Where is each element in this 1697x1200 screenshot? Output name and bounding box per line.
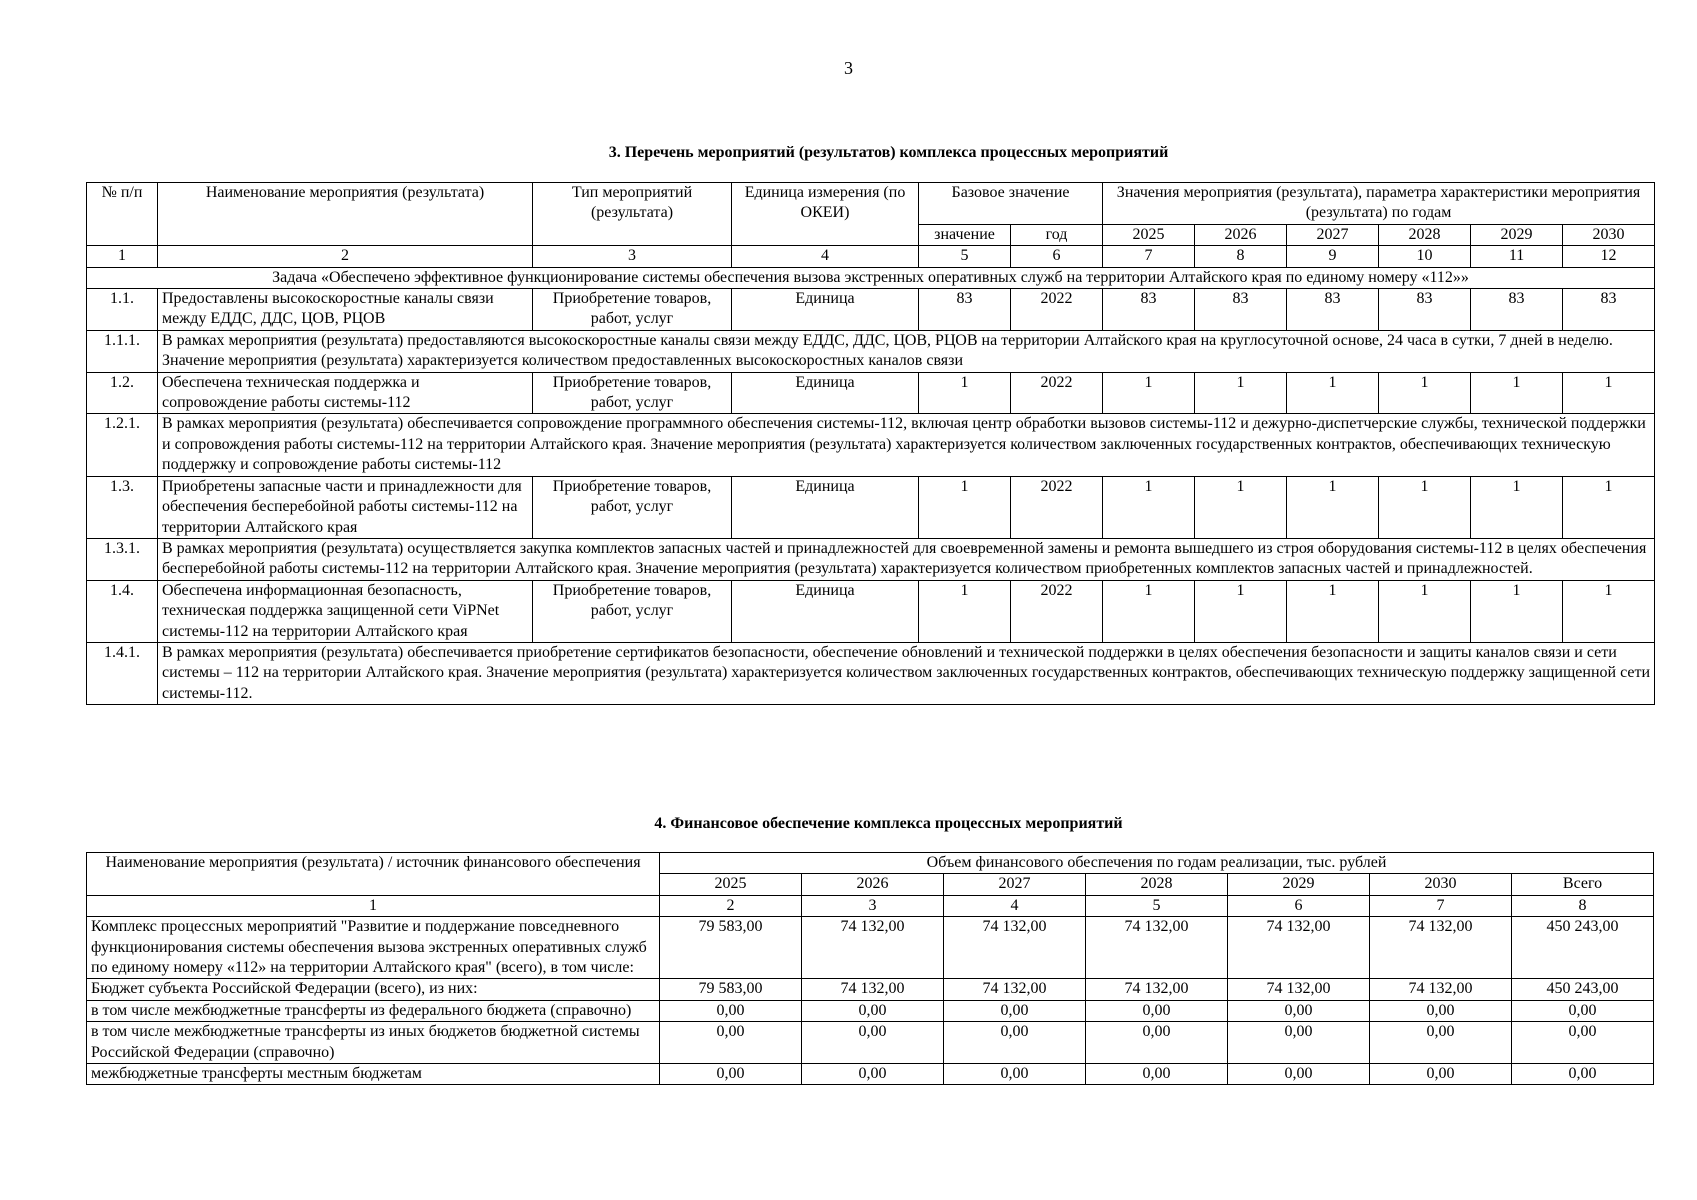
column-numbers-row [87,895,1654,916]
financing-year-value: 79 583,00 [660,979,802,1000]
header-year: 2027 [944,874,1086,895]
financing-year-value: 74 132,00 [944,979,1086,1000]
item-year-value: 83 [1471,289,1563,331]
item-year-value: 1 [1379,476,1471,538]
financing-year-value: 0,00 [1086,1000,1228,1021]
item-name: Предоставлены высокоскоростные каналы связи между ЕДДС, ДДС, ЦОВ, РЦОВ [158,289,533,331]
item-year-value: 83 [1195,289,1287,331]
financing-source: в том числе межбюджетные трансферты из иных бюджетов бюджетной системы Российской Федерации (справочно) [87,1022,660,1064]
item-year-value: 83 [1379,289,1471,331]
item-name: Обеспечена техническая поддержка и сопровождение работы системы-112 [158,372,533,414]
column-number: 12 [1563,246,1655,267]
financing-year-value: 0,00 [1228,1022,1370,1064]
item-year-value: 1 [1379,580,1471,642]
financing-year-value: 74 132,00 [1228,917,1370,979]
column-numbers-row [87,246,1655,267]
financing-total: 0,00 [1512,1000,1654,1021]
column-number: 7 [1103,246,1195,267]
column-number: 10 [1379,246,1471,267]
item-description: В рамках мероприятия (результата) обеспечивается сопровождение программного обеспечения системы-112, включая центр обработки вызовов системы-112 и дежурно-диспетчерские службы, технической поддержки и сопровождения работы системы-112 на территории Алтайского края. Значение мероприятия (результата) характеризуется количеством заключенных государственных контрактов, обеспечивающих техническую поддержку и сопровождение работы системы-112 [158,414,1655,476]
header-base-value: значение [919,224,1011,245]
item-description: В рамках мероприятия (результата) осуществляется закупка комплектов запасных частей и принадлежностей для своевременной замены и ремонта вышедшего из строя оборудования системы-112 в целях обеспечения бесперебойной работы системы-112 на территории Алтайского края. Значение мероприятия (результата) характеризуется количеством приобретенных комплектов запасных частей и принадлежностей. [158,538,1655,580]
header-volume: Объем финансового обеспечения по годам реализации, тыс. рублей [660,853,1654,874]
item-year-value: 1 [1103,372,1195,414]
header-year: 2025 [1103,224,1195,245]
financing-year-value: 74 132,00 [944,917,1086,979]
item-year-value: 83 [1563,289,1655,331]
item-year-value: 1 [1379,372,1471,414]
header-year: 2028 [1086,874,1228,895]
item-year-value: 1 [1563,580,1655,642]
item-year-value: 1 [1563,372,1655,414]
item-type: Приобретение товаров, работ, услуг [533,476,732,538]
table-row [87,1022,1654,1064]
table-header-row [87,853,1654,874]
financing-source: в том числе межбюджетные трансферты из федерального бюджета (справочно) [87,1000,660,1021]
financing-total: 0,00 [1512,1022,1654,1064]
item-year-value: 1 [1471,476,1563,538]
item-year-value: 83 [1287,289,1379,331]
item-description: В рамках мероприятия (результата) предоставляются высокоскоростные каналы связи между ЕДДС, ДДС, ЦОВ, РЦОВ на территории Алтайского края на круглосуточной основе, 24 часа в сутки, 7 дней в неделю. Значение мероприятия (результата) характеризуется количеством предоставленных высокоскоростных каналов связи [158,330,1655,372]
column-number: 5 [1086,895,1228,916]
description-row [87,538,1655,580]
item-number: 1.4. [87,580,158,642]
table-row [87,917,1654,979]
item-base-year: 2022 [1011,372,1103,414]
item-base-value: 83 [919,289,1011,331]
item-sub-number: 1.1.1. [87,330,158,372]
task-text: Задача «Обеспечено эффективное функционирование системы обеспечения вызова экстренных оперативных служб на территории Алтайского края по единому номеру «112»» [87,267,1655,288]
item-unit: Единица [732,580,919,642]
financing-year-value: 74 132,00 [1370,979,1512,1000]
item-year-value: 1 [1287,580,1379,642]
item-year-value: 1 [1287,476,1379,538]
item-year-value: 1 [1287,372,1379,414]
header-year: 2027 [1287,224,1379,245]
financing-year-value: 74 132,00 [1086,979,1228,1000]
activities-table [86,182,1655,705]
financing-year-value: 74 132,00 [802,917,944,979]
item-name: Приобретены запасные части и принадлежности для обеспечения бесперебойной работы системы-112 на территории Алтайского края [158,476,533,538]
column-number: 9 [1287,246,1379,267]
page-number: 3 [844,58,853,78]
table-row [87,1064,1654,1085]
item-sub-number: 1.4.1. [87,642,158,704]
item-unit: Единица [732,372,919,414]
financing-year-value: 79 583,00 [660,917,802,979]
financing-year-value: 0,00 [1086,1022,1228,1064]
header-year: 2028 [1379,224,1471,245]
description-row [87,642,1655,704]
header-year: 2030 [1563,224,1655,245]
column-number: 11 [1471,246,1563,267]
financing-year-value: 0,00 [802,1000,944,1021]
column-number: 8 [1195,246,1287,267]
item-unit: Единица [732,289,919,331]
financing-year-value: 0,00 [660,1022,802,1064]
table-row [87,289,1655,331]
item-name: Обеспечена информационная безопасность, техническая поддержка защищенной сети ViPNet системы-112 на территории Алтайского края [158,580,533,642]
table-row [87,979,1654,1000]
item-base-year: 2022 [1011,580,1103,642]
financing-source: Бюджет субъекта Российской Федерации (всего), из них: [87,979,660,1000]
financing-year-value: 0,00 [1228,1000,1370,1021]
financing-year-value: 0,00 [1370,1000,1512,1021]
item-year-value: 1 [1103,580,1195,642]
item-base-year: 2022 [1011,289,1103,331]
header-base: Базовое значение [919,183,1103,225]
column-number: 6 [1011,246,1103,267]
item-year-value: 83 [1103,289,1195,331]
item-year-value: 1 [1563,476,1655,538]
financing-year-value: 0,00 [802,1064,944,1085]
header-year: 2026 [1195,224,1287,245]
item-year-value: 1 [1195,372,1287,414]
item-base-year: 2022 [1011,476,1103,538]
financing-year-value: 0,00 [660,1000,802,1021]
item-sub-number: 1.3.1. [87,538,158,580]
column-number: 8 [1512,895,1654,916]
financing-total: 450 243,00 [1512,979,1654,1000]
description-row [87,330,1655,372]
column-number: 4 [732,246,919,267]
financing-year-value: 0,00 [944,1022,1086,1064]
item-unit: Единица [732,476,919,538]
column-number: 6 [1228,895,1370,916]
column-number: 1 [87,246,158,267]
financing-year-value: 0,00 [1086,1064,1228,1085]
item-year-value: 1 [1471,372,1563,414]
header-type: Тип мероприятий (результата) [533,183,732,246]
column-number: 3 [533,246,732,267]
item-year-value: 1 [1471,580,1563,642]
financing-source: Комплекс процессных мероприятий "Развитие и поддержание повседневного функционирования системы обеспечения вызова экстренных оперативных служб по единому номеру «112» на территории Алтайского края" (всего), в том числе: [87,917,660,979]
financing-year-value: 74 132,00 [1086,917,1228,979]
column-number: 4 [944,895,1086,916]
financing-year-value: 0,00 [1228,1064,1370,1085]
financing-year-value: 0,00 [1370,1064,1512,1085]
item-sub-number: 1.2.1. [87,414,158,476]
header-total: Всего [1512,874,1654,895]
financing-year-value: 0,00 [944,1000,1086,1021]
financing-year-value: 74 132,00 [802,979,944,1000]
financing-year-value: 0,00 [802,1022,944,1064]
header-year: 2029 [1471,224,1563,245]
header-year: 2030 [1370,874,1512,895]
financing-year-value: 74 132,00 [1228,979,1370,1000]
table-row [87,1000,1654,1021]
financing-source: межбюджетные трансферты местным бюджетам [87,1064,660,1085]
item-number: 1.2. [87,372,158,414]
item-number: 1.1. [87,289,158,331]
column-number: 2 [158,246,533,267]
header-values: Значения мероприятия (результата), параметра характеристики мероприятия (результата) по годам [1103,183,1655,225]
description-row [87,414,1655,476]
item-type: Приобретение товаров, работ, услуг [533,372,732,414]
table-row [87,476,1655,538]
financing-year-value: 0,00 [944,1064,1086,1085]
item-type: Приобретение товаров, работ, услуг [533,580,732,642]
item-year-value: 1 [1195,580,1287,642]
item-description: В рамках мероприятия (результата) обеспечивается приобретение сертификатов безопасности, обеспечение обновлений и технической поддержки в целях обеспечения безопасности и защиты каналов связи и сети системы – 112 на территории Алтайского края. Значение мероприятия (результата) характеризуется количеством заключенных государственных контрактов, обеспечивающих техническую поддержку защищенной сети системы-112. [158,642,1655,704]
header-year: 2029 [1228,874,1370,895]
financing-year-value: 74 132,00 [1370,917,1512,979]
financing-year-value: 0,00 [1370,1022,1512,1064]
header-num: № п/п [87,183,158,246]
task-row [87,267,1655,288]
section-4-title: 4. Финансовое обеспечение комплекса процессных мероприятий [654,815,1123,832]
item-number: 1.3. [87,476,158,538]
column-number: 2 [660,895,802,916]
item-base-value: 1 [919,372,1011,414]
item-base-value: 1 [919,476,1011,538]
header-year: 2026 [802,874,944,895]
item-year-value: 1 [1195,476,1287,538]
item-base-value: 1 [919,580,1011,642]
table-header-row [87,183,1655,225]
header-year: 2025 [660,874,802,895]
column-number: 3 [802,895,944,916]
header-unit: Единица измерения (по ОКЕИ) [732,183,919,246]
column-number: 1 [87,895,660,916]
section-3-title: 3. Перечень мероприятий (результатов) комплекса процессных мероприятий [608,144,1169,161]
financing-total: 0,00 [1512,1064,1654,1085]
financing-year-value: 0,00 [660,1064,802,1085]
item-year-value: 1 [1103,476,1195,538]
item-type: Приобретение товаров, работ, услуг [533,289,732,331]
header-name: Наименование мероприятия (результата) [158,183,533,246]
column-number: 7 [1370,895,1512,916]
financing-total: 450 243,00 [1512,917,1654,979]
column-number: 5 [919,246,1011,267]
financing-table [86,852,1654,1085]
table-row [87,580,1655,642]
table-row [87,372,1655,414]
header-base-year: год [1011,224,1103,245]
header-name: Наименование мероприятия (результата) / источник финансового обеспечения [87,853,660,896]
